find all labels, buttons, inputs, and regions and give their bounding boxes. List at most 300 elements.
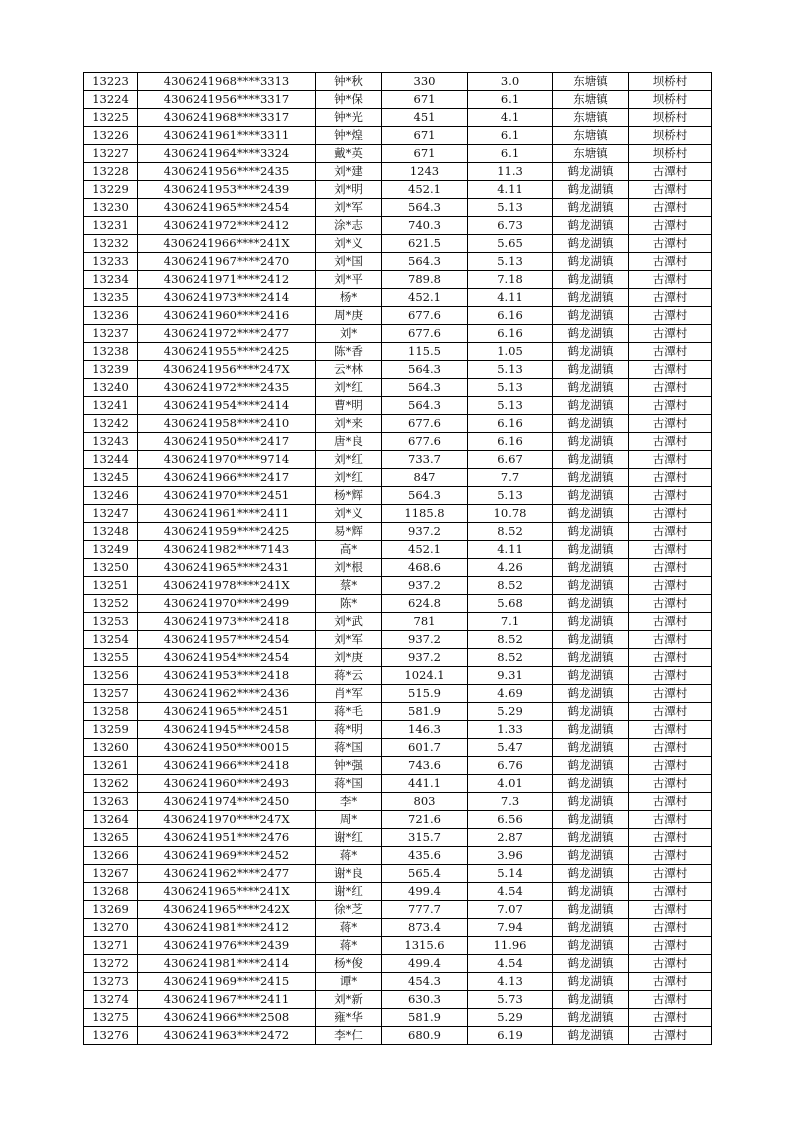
- amount-cell: 781: [382, 613, 468, 631]
- name-cell: 杨*辉: [316, 487, 382, 505]
- village-cell: 古潭村: [629, 901, 712, 919]
- row-number-cell: 13248: [84, 523, 138, 541]
- quantity-cell: 3.96: [468, 847, 553, 865]
- quantity-cell: 5.29: [468, 703, 553, 721]
- row-number-cell: 13276: [84, 1027, 138, 1045]
- town-cell: 鹤龙湖镇: [553, 505, 629, 523]
- name-cell: 蒋*: [316, 919, 382, 937]
- town-cell: 鹤龙湖镇: [553, 901, 629, 919]
- quantity-cell: 8.52: [468, 523, 553, 541]
- name-cell: 蒋*: [316, 847, 382, 865]
- row-number-cell: 13275: [84, 1009, 138, 1027]
- village-cell: 古潭村: [629, 955, 712, 973]
- table-row: [84, 919, 712, 937]
- name-cell: 雍*华: [316, 1009, 382, 1027]
- table-row: [84, 577, 712, 595]
- table-row: [84, 523, 712, 541]
- id-number-cell: 4306241981****2414: [138, 955, 316, 973]
- town-cell: 鹤龙湖镇: [553, 361, 629, 379]
- row-number-cell: 13232: [84, 235, 138, 253]
- table-row: [84, 955, 712, 973]
- village-cell: 古潭村: [629, 721, 712, 739]
- name-cell: 蒋*明: [316, 721, 382, 739]
- village-cell: 古潭村: [629, 559, 712, 577]
- table-row: [84, 847, 712, 865]
- row-number-cell: 13227: [84, 145, 138, 163]
- village-cell: 古潭村: [629, 577, 712, 595]
- id-number-cell: 4306241965****2454: [138, 199, 316, 217]
- town-cell: 鹤龙湖镇: [553, 685, 629, 703]
- quantity-cell: 6.73: [468, 217, 553, 235]
- village-cell: 古潭村: [629, 217, 712, 235]
- table-row: [84, 343, 712, 361]
- quantity-cell: 5.65: [468, 235, 553, 253]
- town-cell: 鹤龙湖镇: [553, 739, 629, 757]
- amount-cell: 677.6: [382, 433, 468, 451]
- row-number-cell: 13225: [84, 109, 138, 127]
- row-number-cell: 13240: [84, 379, 138, 397]
- table-row: [84, 271, 712, 289]
- table-row: [84, 883, 712, 901]
- id-number-cell: 4306241963****2472: [138, 1027, 316, 1045]
- table-row: [84, 235, 712, 253]
- town-cell: 鹤龙湖镇: [553, 289, 629, 307]
- town-cell: 鹤龙湖镇: [553, 937, 629, 955]
- id-number-cell: 4306241970****2451: [138, 487, 316, 505]
- row-number-cell: 13259: [84, 721, 138, 739]
- amount-cell: 743.6: [382, 757, 468, 775]
- amount-cell: 677.6: [382, 415, 468, 433]
- town-cell: 鹤龙湖镇: [553, 343, 629, 361]
- id-number-cell: 4306241970****247X: [138, 811, 316, 829]
- table-row: [84, 307, 712, 325]
- town-cell: 鹤龙湖镇: [553, 559, 629, 577]
- quantity-cell: 4.26: [468, 559, 553, 577]
- quantity-cell: 5.13: [468, 253, 553, 271]
- row-number-cell: 13251: [84, 577, 138, 595]
- name-cell: 唐*良: [316, 433, 382, 451]
- amount-cell: 564.3: [382, 199, 468, 217]
- id-number-cell: 4306241965****241X: [138, 883, 316, 901]
- village-cell: 古潭村: [629, 829, 712, 847]
- amount-cell: 330: [382, 73, 468, 91]
- table-row: [84, 505, 712, 523]
- quantity-cell: 4.11: [468, 541, 553, 559]
- village-cell: 古潭村: [629, 811, 712, 829]
- table-row: [84, 361, 712, 379]
- table-row: [84, 181, 712, 199]
- village-cell: 古潭村: [629, 163, 712, 181]
- quantity-cell: 5.13: [468, 397, 553, 415]
- quantity-cell: 6.19: [468, 1027, 553, 1045]
- town-cell: 鹤龙湖镇: [553, 379, 629, 397]
- name-cell: 李*仁: [316, 1027, 382, 1045]
- name-cell: 杨*俊: [316, 955, 382, 973]
- row-number-cell: 13253: [84, 613, 138, 631]
- row-number-cell: 13228: [84, 163, 138, 181]
- town-cell: 鹤龙湖镇: [553, 595, 629, 613]
- amount-cell: 452.1: [382, 541, 468, 559]
- village-cell: 古潭村: [629, 883, 712, 901]
- id-number-cell: 4306241970****2499: [138, 595, 316, 613]
- town-cell: 鹤龙湖镇: [553, 1009, 629, 1027]
- id-number-cell: 4306241968****3313: [138, 73, 316, 91]
- name-cell: 钟*光: [316, 109, 382, 127]
- data-table: [83, 72, 712, 1045]
- table-row: [84, 613, 712, 631]
- name-cell: 蒋*毛: [316, 703, 382, 721]
- village-cell: 坝桥村: [629, 109, 712, 127]
- village-cell: 古潭村: [629, 289, 712, 307]
- village-cell: 古潭村: [629, 919, 712, 937]
- row-number-cell: 13243: [84, 433, 138, 451]
- village-cell: 古潭村: [629, 991, 712, 1009]
- id-number-cell: 4306241961****3311: [138, 127, 316, 145]
- table-row: [84, 1009, 712, 1027]
- quantity-cell: 4.54: [468, 955, 553, 973]
- amount-cell: 315.7: [382, 829, 468, 847]
- table-row: [84, 739, 712, 757]
- id-number-cell: 4306241951****2476: [138, 829, 316, 847]
- quantity-cell: 11.96: [468, 937, 553, 955]
- name-cell: 刘*义: [316, 235, 382, 253]
- row-number-cell: 13241: [84, 397, 138, 415]
- town-cell: 鹤龙湖镇: [553, 217, 629, 235]
- quantity-cell: 8.52: [468, 577, 553, 595]
- table-row: [84, 973, 712, 991]
- village-cell: 古潭村: [629, 253, 712, 271]
- row-number-cell: 13254: [84, 631, 138, 649]
- quantity-cell: 6.16: [468, 415, 553, 433]
- quantity-cell: 6.1: [468, 127, 553, 145]
- village-cell: 古潭村: [629, 343, 712, 361]
- village-cell: 坝桥村: [629, 91, 712, 109]
- row-number-cell: 13273: [84, 973, 138, 991]
- row-number-cell: 13262: [84, 775, 138, 793]
- amount-cell: 468.6: [382, 559, 468, 577]
- id-number-cell: 4306241972****2435: [138, 379, 316, 397]
- town-cell: 鹤龙湖镇: [553, 703, 629, 721]
- id-number-cell: 4306241978****241X: [138, 577, 316, 595]
- amount-cell: 937.2: [382, 631, 468, 649]
- town-cell: 鹤龙湖镇: [553, 775, 629, 793]
- town-cell: 鹤龙湖镇: [553, 613, 629, 631]
- id-number-cell: 4306241982****7143: [138, 541, 316, 559]
- name-cell: 刘*根: [316, 559, 382, 577]
- amount-cell: 937.2: [382, 649, 468, 667]
- name-cell: 刘*红: [316, 379, 382, 397]
- name-cell: 刘*红: [316, 469, 382, 487]
- town-cell: 鹤龙湖镇: [553, 757, 629, 775]
- town-cell: 鹤龙湖镇: [553, 919, 629, 937]
- row-number-cell: 13263: [84, 793, 138, 811]
- row-number-cell: 13274: [84, 991, 138, 1009]
- id-number-cell: 4306241966****2508: [138, 1009, 316, 1027]
- name-cell: 涂*志: [316, 217, 382, 235]
- name-cell: 李*: [316, 793, 382, 811]
- id-number-cell: 4306241966****2418: [138, 757, 316, 775]
- id-number-cell: 4306241956****247X: [138, 361, 316, 379]
- amount-cell: 1315.6: [382, 937, 468, 955]
- name-cell: 蔡*: [316, 577, 382, 595]
- table-row: [84, 631, 712, 649]
- amount-cell: 499.4: [382, 955, 468, 973]
- row-number-cell: 13252: [84, 595, 138, 613]
- name-cell: 蒋*国: [316, 775, 382, 793]
- id-number-cell: 4306241966****2417: [138, 469, 316, 487]
- quantity-cell: 1.05: [468, 343, 553, 361]
- name-cell: 刘*庚: [316, 649, 382, 667]
- amount-cell: 789.8: [382, 271, 468, 289]
- amount-cell: 671: [382, 127, 468, 145]
- id-number-cell: 4306241950****2417: [138, 433, 316, 451]
- row-number-cell: 13256: [84, 667, 138, 685]
- village-cell: 古潭村: [629, 397, 712, 415]
- town-cell: 鹤龙湖镇: [553, 181, 629, 199]
- quantity-cell: 5.68: [468, 595, 553, 613]
- name-cell: 刘*新: [316, 991, 382, 1009]
- name-cell: 蒋*国: [316, 739, 382, 757]
- village-cell: 古潭村: [629, 271, 712, 289]
- quantity-cell: 4.13: [468, 973, 553, 991]
- table-row: [84, 559, 712, 577]
- village-cell: 古潭村: [629, 379, 712, 397]
- row-number-cell: 13269: [84, 901, 138, 919]
- name-cell: 周*: [316, 811, 382, 829]
- village-cell: 古潭村: [629, 181, 712, 199]
- village-cell: 古潭村: [629, 1027, 712, 1045]
- row-number-cell: 13257: [84, 685, 138, 703]
- village-cell: 古潭村: [629, 649, 712, 667]
- id-number-cell: 4306241955****2425: [138, 343, 316, 361]
- table-row: [84, 253, 712, 271]
- id-number-cell: 4306241968****3317: [138, 109, 316, 127]
- village-cell: 古潭村: [629, 613, 712, 631]
- amount-cell: 435.6: [382, 847, 468, 865]
- table-row: [84, 1027, 712, 1045]
- name-cell: 谢*良: [316, 865, 382, 883]
- village-cell: 古潭村: [629, 775, 712, 793]
- quantity-cell: 1.33: [468, 721, 553, 739]
- town-cell: 鹤龙湖镇: [553, 541, 629, 559]
- row-number-cell: 13245: [84, 469, 138, 487]
- row-number-cell: 13223: [84, 73, 138, 91]
- amount-cell: 937.2: [382, 577, 468, 595]
- row-number-cell: 13235: [84, 289, 138, 307]
- town-cell: 鹤龙湖镇: [553, 865, 629, 883]
- table-body: [84, 73, 712, 1045]
- id-number-cell: 4306241973****2414: [138, 289, 316, 307]
- village-cell: 古潭村: [629, 469, 712, 487]
- town-cell: 鹤龙湖镇: [553, 433, 629, 451]
- village-cell: 古潭村: [629, 703, 712, 721]
- town-cell: 鹤龙湖镇: [553, 235, 629, 253]
- town-cell: 鹤龙湖镇: [553, 469, 629, 487]
- table-row: [84, 415, 712, 433]
- amount-cell: 671: [382, 145, 468, 163]
- name-cell: 周*庚: [316, 307, 382, 325]
- table-row: [84, 793, 712, 811]
- town-cell: 鹤龙湖镇: [553, 523, 629, 541]
- table-row: [84, 325, 712, 343]
- table-row: [84, 667, 712, 685]
- quantity-cell: 8.52: [468, 631, 553, 649]
- id-number-cell: 4306241964****3324: [138, 145, 316, 163]
- quantity-cell: 9.31: [468, 667, 553, 685]
- village-cell: 古潭村: [629, 1009, 712, 1027]
- village-cell: 古潭村: [629, 415, 712, 433]
- town-cell: 东塘镇: [553, 109, 629, 127]
- amount-cell: 146.3: [382, 721, 468, 739]
- town-cell: 东塘镇: [553, 73, 629, 91]
- quantity-cell: 5.13: [468, 361, 553, 379]
- amount-cell: 777.7: [382, 901, 468, 919]
- row-number-cell: 13239: [84, 361, 138, 379]
- row-number-cell: 13229: [84, 181, 138, 199]
- table-row: [84, 595, 712, 613]
- amount-cell: 1185.8: [382, 505, 468, 523]
- row-number-cell: 13231: [84, 217, 138, 235]
- quantity-cell: 4.1: [468, 109, 553, 127]
- name-cell: 蒋*: [316, 937, 382, 955]
- name-cell: 刘*武: [316, 613, 382, 631]
- table-row: [84, 901, 712, 919]
- name-cell: 钟*煌: [316, 127, 382, 145]
- town-cell: 鹤龙湖镇: [553, 847, 629, 865]
- village-cell: 古潭村: [629, 361, 712, 379]
- table-row: [84, 721, 712, 739]
- town-cell: 鹤龙湖镇: [553, 1027, 629, 1045]
- name-cell: 蒋*云: [316, 667, 382, 685]
- table-row: [84, 685, 712, 703]
- name-cell: 刘*建: [316, 163, 382, 181]
- amount-cell: 515.9: [382, 685, 468, 703]
- table-row: [84, 829, 712, 847]
- quantity-cell: 4.11: [468, 289, 553, 307]
- table-row: [84, 145, 712, 163]
- town-cell: 鹤龙湖镇: [553, 649, 629, 667]
- id-number-cell: 4306241962****2477: [138, 865, 316, 883]
- name-cell: 钟*保: [316, 91, 382, 109]
- town-cell: 鹤龙湖镇: [553, 955, 629, 973]
- row-number-cell: 13250: [84, 559, 138, 577]
- quantity-cell: 5.13: [468, 487, 553, 505]
- name-cell: 肖*军: [316, 685, 382, 703]
- name-cell: 谭*: [316, 973, 382, 991]
- amount-cell: 873.4: [382, 919, 468, 937]
- amount-cell: 499.4: [382, 883, 468, 901]
- row-number-cell: 13267: [84, 865, 138, 883]
- quantity-cell: 5.73: [468, 991, 553, 1009]
- name-cell: 陈*: [316, 595, 382, 613]
- table-row: [84, 703, 712, 721]
- name-cell: 高*: [316, 541, 382, 559]
- amount-cell: 1024.1: [382, 667, 468, 685]
- id-number-cell: 4306241967****2470: [138, 253, 316, 271]
- table-row: [84, 937, 712, 955]
- quantity-cell: 6.16: [468, 325, 553, 343]
- name-cell: 徐*芝: [316, 901, 382, 919]
- table-row: [84, 163, 712, 181]
- row-number-cell: 13264: [84, 811, 138, 829]
- town-cell: 鹤龙湖镇: [553, 631, 629, 649]
- amount-cell: 740.3: [382, 217, 468, 235]
- row-number-cell: 13249: [84, 541, 138, 559]
- table-row: [84, 397, 712, 415]
- id-number-cell: 4306241965****242X: [138, 901, 316, 919]
- quantity-cell: 8.52: [468, 649, 553, 667]
- id-number-cell: 4306241967****2411: [138, 991, 316, 1009]
- name-cell: 钟*秋: [316, 73, 382, 91]
- id-number-cell: 4306241953****2439: [138, 181, 316, 199]
- id-number-cell: 4306241971****2412: [138, 271, 316, 289]
- town-cell: 鹤龙湖镇: [553, 163, 629, 181]
- id-number-cell: 4306241960****2493: [138, 775, 316, 793]
- amount-cell: 454.3: [382, 973, 468, 991]
- town-cell: 鹤龙湖镇: [553, 307, 629, 325]
- quantity-cell: 7.94: [468, 919, 553, 937]
- name-cell: 刘*军: [316, 631, 382, 649]
- village-cell: 古潭村: [629, 451, 712, 469]
- table-row: [84, 109, 712, 127]
- row-number-cell: 13233: [84, 253, 138, 271]
- amount-cell: 564.3: [382, 487, 468, 505]
- row-number-cell: 13270: [84, 919, 138, 937]
- table-row: [84, 127, 712, 145]
- town-cell: 鹤龙湖镇: [553, 793, 629, 811]
- village-cell: 古潭村: [629, 793, 712, 811]
- town-cell: 鹤龙湖镇: [553, 397, 629, 415]
- id-number-cell: 4306241962****2436: [138, 685, 316, 703]
- name-cell: 谢*红: [316, 883, 382, 901]
- quantity-cell: 3.0: [468, 73, 553, 91]
- town-cell: 鹤龙湖镇: [553, 721, 629, 739]
- id-number-cell: 4306241966****241X: [138, 235, 316, 253]
- quantity-cell: 7.7: [468, 469, 553, 487]
- town-cell: 鹤龙湖镇: [553, 451, 629, 469]
- amount-cell: 624.8: [382, 595, 468, 613]
- quantity-cell: 5.13: [468, 199, 553, 217]
- village-cell: 古潭村: [629, 505, 712, 523]
- name-cell: 谢*红: [316, 829, 382, 847]
- table-row: [84, 775, 712, 793]
- table-row: [84, 199, 712, 217]
- village-cell: 古潭村: [629, 487, 712, 505]
- town-cell: 鹤龙湖镇: [553, 199, 629, 217]
- village-cell: 古潭村: [629, 325, 712, 343]
- amount-cell: 565.4: [382, 865, 468, 883]
- table-row: [84, 451, 712, 469]
- village-cell: 古潭村: [629, 433, 712, 451]
- quantity-cell: 5.14: [468, 865, 553, 883]
- name-cell: 刘*平: [316, 271, 382, 289]
- town-cell: 鹤龙湖镇: [553, 415, 629, 433]
- town-cell: 鹤龙湖镇: [553, 271, 629, 289]
- name-cell: 刘*红: [316, 451, 382, 469]
- amount-cell: 680.9: [382, 1027, 468, 1045]
- row-number-cell: 13244: [84, 451, 138, 469]
- amount-cell: 581.9: [382, 703, 468, 721]
- town-cell: 鹤龙湖镇: [553, 577, 629, 595]
- name-cell: 杨*: [316, 289, 382, 307]
- village-cell: 坝桥村: [629, 73, 712, 91]
- name-cell: 曹*明: [316, 397, 382, 415]
- quantity-cell: 7.18: [468, 271, 553, 289]
- name-cell: 刘*国: [316, 253, 382, 271]
- row-number-cell: 13224: [84, 91, 138, 109]
- table-row: [84, 379, 712, 397]
- quantity-cell: 6.1: [468, 91, 553, 109]
